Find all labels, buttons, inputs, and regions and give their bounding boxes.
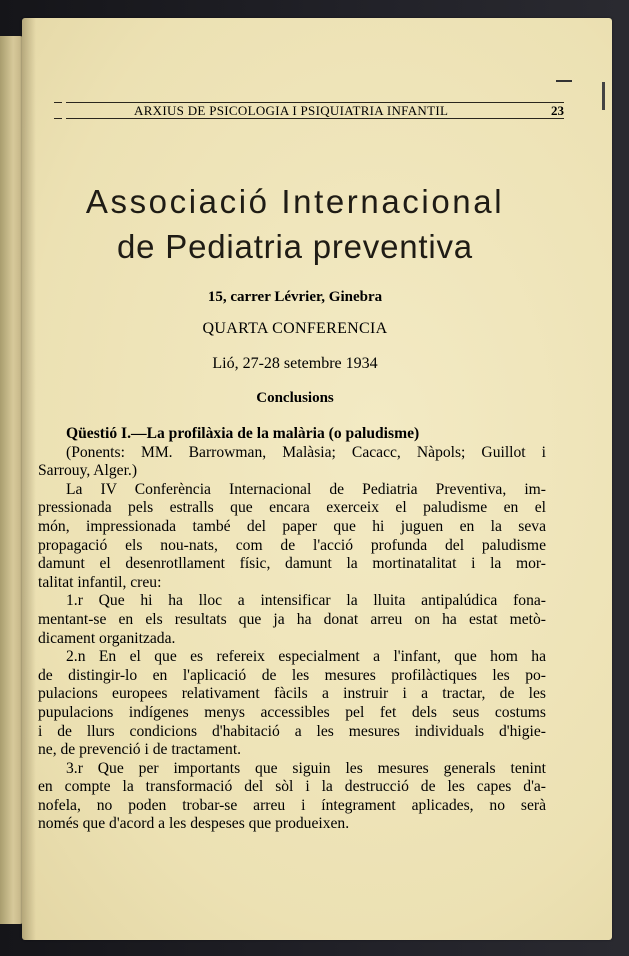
page-title-line-1: Associació Internacional	[85, 183, 505, 220]
point-1-line: 1.r Que hi ha lloc a intensificar la lluita antipalúdica fona-	[66, 592, 546, 610]
point-2-line: de distingir-lo en l'aplicació de les mesures profilàctiques les po-	[38, 666, 546, 684]
spine-shadow	[22, 18, 36, 940]
article-body	[38, 425, 546, 834]
header-rule-bottom	[66, 118, 564, 119]
point-3-line: en compte la transformació del sòl i la destrucció de les capes d'a-	[38, 778, 546, 796]
intro-line: pressionada pels estralls que encara exerceix el paludisme en el	[38, 499, 546, 517]
point-3-line: nofela, no poden trobar-se arreu i íntegrament aplicades, no serà	[38, 796, 546, 814]
point-2-line: i de llurs condicions d'habitació a les mesures individuals d'higie-	[38, 722, 546, 740]
previous-page-edge	[0, 36, 24, 924]
place-date: Lió, 27-28 setembre 1934	[212, 355, 378, 372]
point-1-line: dicament organitzada.	[38, 629, 176, 647]
address: 15, carrer Lévrier, Ginebra	[207, 289, 383, 305]
point-2-line: pupulacions indígenes menys accessibles pel fet dels seus costums	[38, 703, 546, 721]
page-number: 23	[551, 103, 564, 118]
page-edge-marks	[570, 68, 600, 208]
question-heading: Qüestió I.—La profilàxia de la malària (o paludisme)	[66, 425, 420, 442]
section-heading: Conclusions	[256, 390, 334, 406]
intro-line: talitat infantil, creu:	[38, 573, 162, 591]
point-2-line: pulacions europees relativament fàcils a instruir i a tractar, de les	[38, 685, 546, 703]
page-title-line-2: de Pediatria preventiva	[117, 228, 473, 265]
intro-line: món, impressionada també del paper que hi juguen en la seva	[38, 517, 546, 535]
point-3-line: 3.r Que per importants que siguin les mesures generals tenint	[66, 759, 546, 777]
point-3-line: només que d'acord a les despeses que produeixen.	[38, 815, 350, 833]
intro-line: La IV Conferència Internacional de Pediatria Preventiva, im-	[66, 480, 546, 498]
speakers-line: (Ponents: MM. Barrowman, Malàsia; Cacacc, Nàpols; Guillot i	[66, 443, 546, 461]
point-2-line: ne, de prevenció i de tractament.	[38, 741, 242, 759]
intro-line: damunt el desenrotllament físic, damunt la mortinatalitat i la mor-	[38, 555, 546, 573]
intro-line: propagació els nou-nats, com de l'acció profunda del paludisme	[38, 536, 546, 554]
point-1-line: mentant-se en els resultats que ja ha donat arreu on ha estat metò-	[38, 610, 546, 628]
point-2-line: 2.n En el que es refereix especialment a l'infant, que hom ha	[66, 648, 546, 666]
speakers-line: Sarrouy, Alger.)	[38, 462, 138, 480]
journal-title: ARXIUS DE PSICOLOGIA I PSIQUIATRIA INFANTIL	[134, 103, 449, 118]
conference-name: QUARTA CONFERENCIA	[202, 320, 388, 337]
running-header	[56, 100, 564, 126]
